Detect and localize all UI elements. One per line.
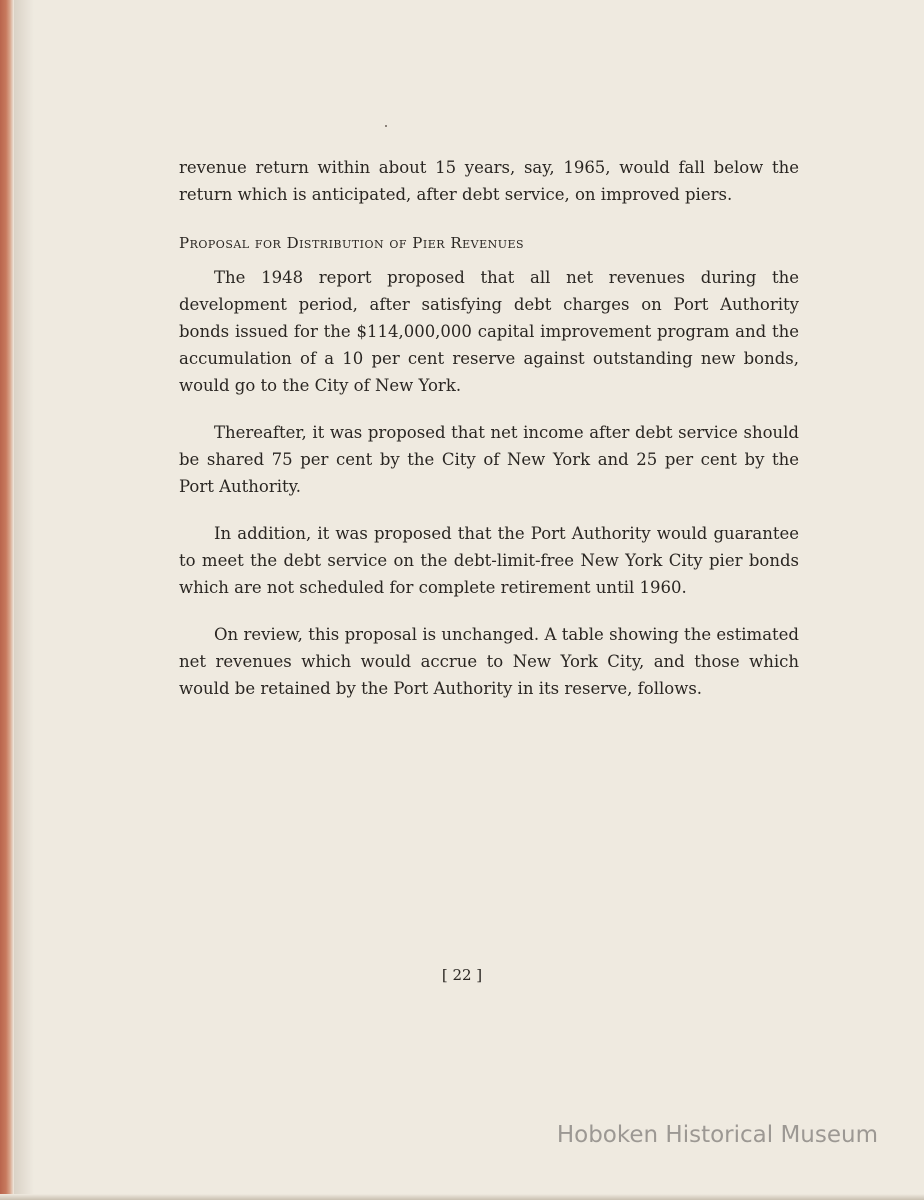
watermark: Hoboken Historical Museum: [556, 1122, 878, 1148]
paragraph-in-addition: In addition, it was proposed that the Port Authority would guarantee to meet the debt service on the debt-limit-free New York City pier bonds which are not scheduled for complete retirement until 1960.: [179, 524, 799, 597]
opening-paragraph: revenue return within about 15 years, say, 1965, would fall below the return which is anticipated, after debt service, on improved piers.: [179, 158, 799, 204]
binding-edge: [0, 0, 14, 1200]
paragraph-thereafter: Thereafter, it was proposed that net income after debt service should be shared 75 per cent by the City of New York and 25 per cent by the Port Authority.: [179, 423, 799, 496]
document-body: [179, 154, 799, 722]
paragraph-on-review: On review, this proposal is unchanged. A table showing the estimated net revenues which would accrue to New York City, and those which would be retained by the Port Authority in its reserve, follows.: [179, 625, 799, 698]
section-heading: Proposal for Distribution of Pier Revenues: [179, 234, 525, 252]
paragraph-1948-report: The 1948 report proposed that all net revenues during the development period, after satisfying debt charges on Port Authority bonds issued for the $114,000,000 capital improvement program and the accumulation of a 10 per cent reserve against outstanding new bonds, would go to the City of New York.: [179, 268, 799, 395]
page-gutter-shadow: [14, 0, 34, 1200]
paper-speck: [385, 125, 387, 127]
page-bottom-edge: [0, 1194, 924, 1200]
page-number: [ 22 ]: [441, 966, 483, 984]
